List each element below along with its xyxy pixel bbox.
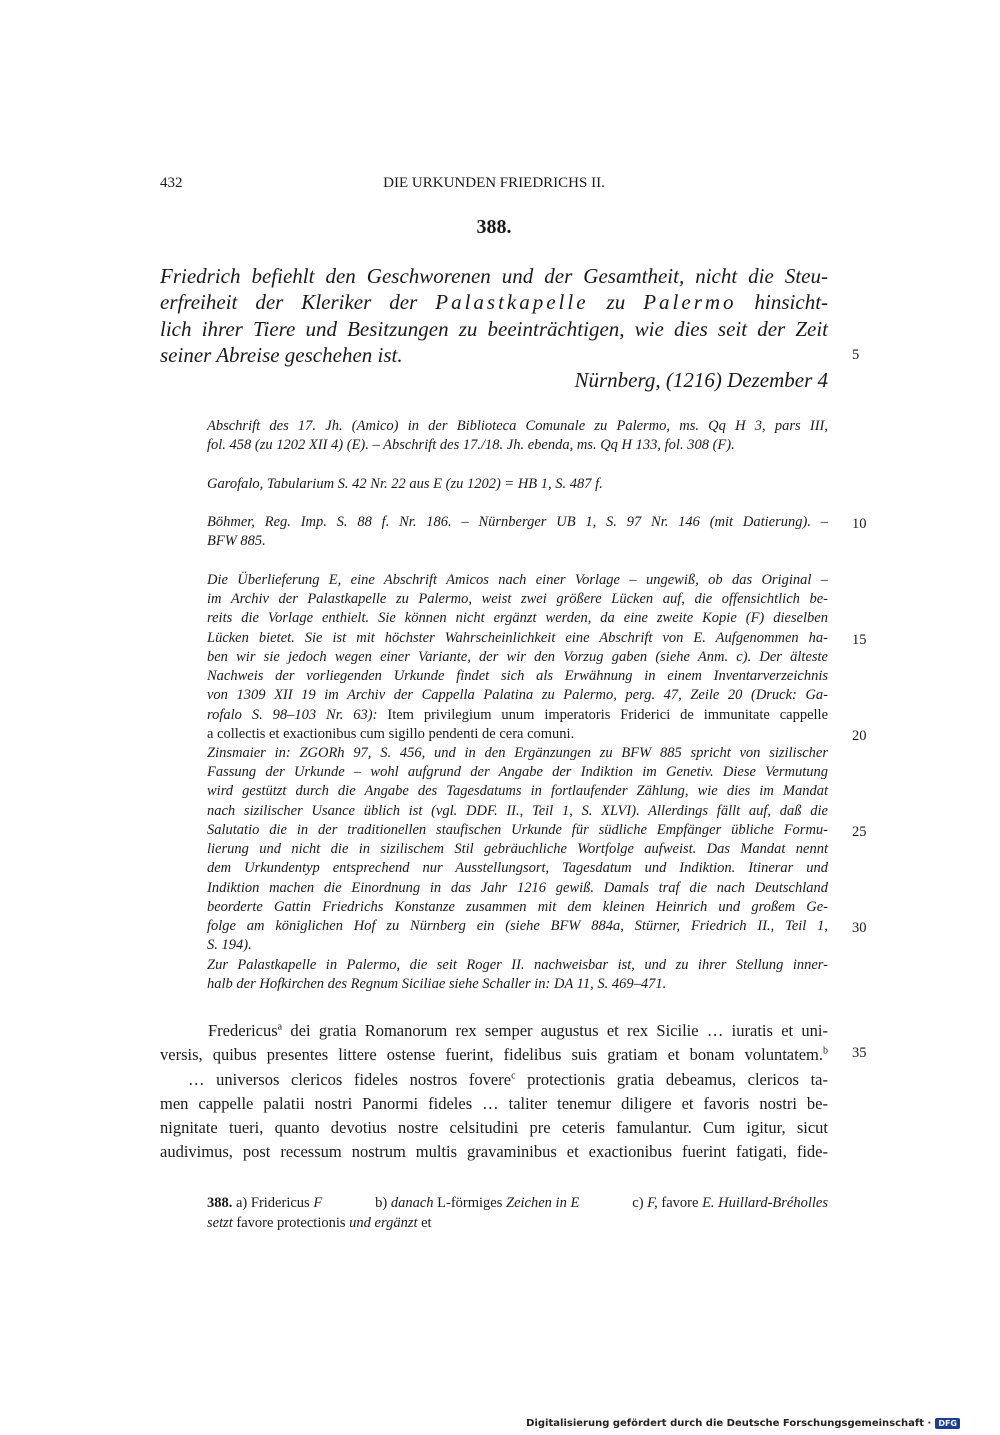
line-number: 10 — [852, 516, 867, 532]
note-line: Nachweis der vorliegenden Urkunde findet sich als Erwähnung in einem Inventarverzeichnis — [207, 668, 828, 684]
line-number: 5 — [852, 347, 860, 363]
note-line: Zinsmaier in: ZGORh 97, S. 456, und in den Ergänzungen zu BFW 885 spricht von sizilischer — [207, 745, 828, 761]
note-line: Abschrift des 17. Jh. (Amico) in der Biblioteca Comunale zu Palermo, ms. Qq H 3, pars III, — [207, 418, 828, 434]
note-line: folge am königlichen Hof zu Nürnberg ein (siehe BFW 884a, Stürner, Friedrich II., Teil 1, — [207, 918, 828, 934]
running-title: DIE URKUNDEN FRIEDRICHS II. — [383, 175, 605, 191]
note-line: beorderte Gattin Friedrichs Konstanze zusammen mit dem kleinen Heinrich und großem Ge- — [207, 899, 828, 915]
funding-text: Digitalisierung gefördert durch die Deutsche Forschungsgemeinschaft · — [526, 1418, 932, 1429]
note-line: im Archiv der Palastkapelle zu Palermo, weist zwei größere Lücken auf, die offensichtlich be- — [207, 591, 828, 607]
note-line: Salutatio die in der traditionellen staufischen Urkunde für südliche Empfänger übliche Formu- — [207, 822, 828, 838]
note-line: a collectis et exactionibus cum sigillo pendenti de cera comuni. — [207, 726, 575, 742]
note-line: Die Überlieferung E, eine Abschrift Amicos nach einer Vorlage – ungewiß, ob das Original – — [207, 572, 828, 588]
summary-line: Friedrich befiehlt den Geschworenen und der Gesamtheit, nicht die Steu- — [160, 264, 828, 288]
note-line: von 1309 XII 19 im Archiv der Cappella Palatina zu Palermo, perg. 47, Zeile 20 (Druck: Ga- — [207, 687, 828, 703]
note-line: lierung und nicht die in sizilischem Stil gebräuchliche Wortfolge aufweist. Das Mandat nennt — [207, 841, 828, 857]
line-number: 15 — [852, 632, 867, 648]
note-line: fol. 458 (zu 1202 XII 4) (E). – Abschrift des 17./18. Jh. ebenda, ms. Qq H 133, fol. 308 (F). — [207, 437, 735, 453]
note-line: reits die Vorlage enthielt. Sie können nicht ergänzt werden, da eine zweite Kopie (F) dieselben — [207, 610, 828, 626]
note-line: BFW 885. — [207, 533, 266, 549]
note-line: wird gestützt durch die Angabe des Tagesdatums in fortlaufender Zählung, wie dies im Mandat — [207, 783, 828, 799]
line-number: 35 — [852, 1045, 867, 1061]
text-line: … universos clericos fideles nostros fovere$^c$ protectionis gratia debeamus, clericos ta- — [188, 1070, 828, 1089]
note-line: halb der Hofkirchen des Regnum Siciliae siehe Schaller in: DA 11, S. 469–471. — [207, 976, 667, 992]
note-line: dem Urkundentyp entsprechend nur Ausstellungsort, Tagesdatum und Indiktion. Itinerar und — [207, 860, 828, 876]
note-line: Böhmer, Reg. Imp. S. 88 f. Nr. 186. – Nürnberger UB 1, S. 97 Nr. 146 (mit Datierung). – — [207, 514, 828, 530]
document-number: 388. — [476, 216, 512, 238]
note-line: S. 194). — [207, 937, 252, 953]
text-line: nignitate tueri, quanto devotius nostre celsitudini pre ceteris famulantur. Cum igitur, sicut — [160, 1118, 828, 1137]
text-line: Fredericus$^a$ dei gratia Romanorum rex semper augustus et rex Sicilie … iuratis et uni- — [208, 1021, 828, 1040]
summary-line: seiner Abreise geschehen ist. — [160, 343, 403, 367]
note-line: Lücken bietet. Sie ist mit höchster Wahrscheinlichkeit eine Abschrift von E. Aufgenommen ha- — [207, 630, 828, 646]
dateline: Nürnberg, (1216) Dezember 4 — [574, 368, 828, 392]
note-line: Fassung der Urkunde – wohl aufgrund der Angabe der Indiktion im Genetiv. Diese Vermutung — [207, 764, 828, 780]
text-line: men cappelle palatii nostri Panormi fideles … taliter tenemur diligere et favoris nostri be- — [160, 1094, 828, 1113]
summary-line: lich ihrer Tiere und Besitzungen zu beeinträchtigen, wie dies seit der Zeit — [160, 317, 828, 341]
dfg-logo: DFG — [935, 1418, 960, 1429]
funding-footer — [526, 1418, 960, 1429]
page-number: 432 — [160, 175, 183, 191]
note-line: Zur Palastkapelle in Palermo, die seit Roger II. nachweisbar ist, und zu ihrer Stellung inner- — [207, 957, 828, 973]
text-line: audivimus, post recessum nostrum multis gravaminibus et exactionibus fuerint fatigati, fide- — [160, 1142, 828, 1161]
note-line: Indiktion machen die Einordnung in das Jahr 1216 gewiß. Damals traf die nach Deutschland — [207, 880, 828, 896]
apparatus-line: 388. a) Fridericus F b) danach L-förmiges Zeichen in E c) F, favore E. Huillard-Bréholles — [207, 1195, 828, 1211]
note-line: ben wir sie jedoch wegen einer Variante, der wir den Vorzug gaben (siehe Anm. c). Der älteste — [207, 649, 828, 665]
note-line: rofalo S. 98–103 Nr. 63): Item privilegium unum imperatoris Friderici de immunitate cappelle — [207, 707, 828, 723]
summary-line: erfreiheit der Kleriker der Palastkapelle zu Palermo hinsicht- — [160, 290, 829, 314]
apparatus-line: setzt favore protectionis und ergänzt et — [207, 1215, 432, 1231]
text-line: versis, quibus presentes littere ostense fuerint, fidelibus suis gratiam et bonam voluntatem.$^b$ — [160, 1045, 828, 1064]
note-line: Garofalo, Tabularium S. 42 Nr. 22 aus E (zu 1202) = HB 1, S. 487 f. — [207, 476, 603, 492]
note-line: nach sizilischer Usance üblich ist (vgl. DDF. II., Teil 1, S. XLVI). Allerdings fällt auf, daß die — [207, 803, 828, 819]
line-number: 25 — [852, 824, 867, 840]
line-number: 20 — [852, 728, 867, 744]
line-number: 30 — [852, 920, 867, 936]
